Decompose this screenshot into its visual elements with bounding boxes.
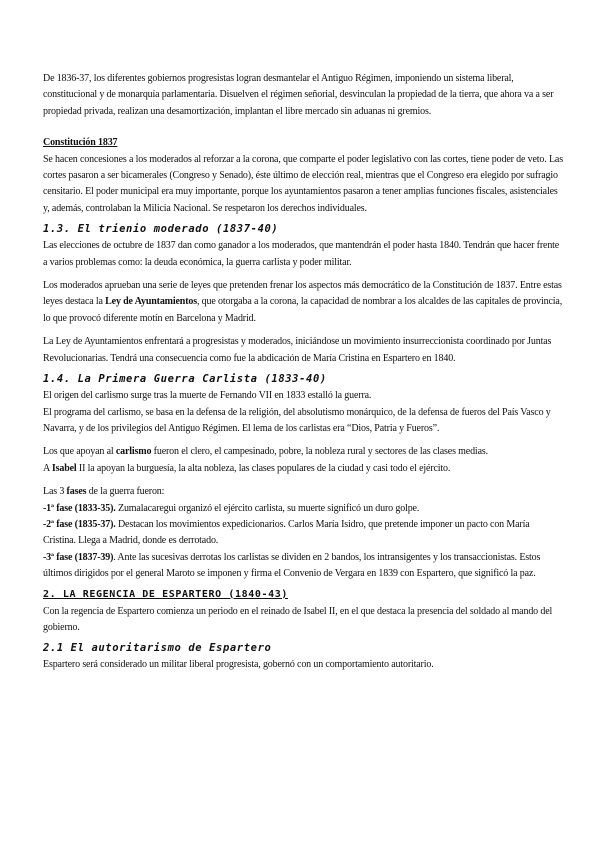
fases-bold: fases bbox=[66, 486, 87, 498]
constitucion-heading: Constitución 1837 bbox=[43, 137, 118, 149]
isabel-bold: Isabel bbox=[51, 462, 77, 474]
trienio-paragraph-3: La Ley de Ayuntamientos enfrentará a progresistas y moderados, iniciándose un movimiento insurreccionista coordinado por Juntas Revolucionarias. Tendrá una consecuencia como fue la abdicación de María Cristina en Espartero en 1840. bbox=[43, 336, 552, 364]
constitucion-paragraph: Se hacen concesiones a los moderados al reforzar a la corona, que comparte el poder legislativo con las cortes, tiene poder de veto. Las cortes pasaron a ser bicamerales (Congreso y Senado), éste último de elección real, mientras que el Congreso era elegido por sufragio censitario. El poder municipal era muy importante, porque los ayuntamientos pasaron a tener amplias funciones fiscales, asistenciales y, además, controlaban la Milicia Nacional. Se respetaron los derechos individuales. bbox=[43, 153, 563, 214]
intro-paragraph: De 1836-37, los diferentes gobiernos progresistas logran desmantelar el Antiguo Régimen, imponiendo un sistema liberal, constitucional y de monarquía parlamentaria. Disuelven el régimen señorial, desvinculan la propiedad de la tierra, que ahora va a ser propiedad privada, realizan una desamortización, implantan el libre mercado sin aduanas ni gremios. bbox=[43, 73, 554, 117]
trienio-paragraph-2: Los moderados aprueban una serie de leyes que pretenden frenar los aspectos más democrático de la Constitución de 1837. Entre estas leyes destaca la Ley de Ayuntamientos, que otorgaba a la corona, la capacidad de nombrar a los alcaldes de las capitales de provincia, lo que provocó diferente motín en Barcelona y Madrid. bbox=[43, 280, 563, 324]
section-heading-autoritarismo: 2.1 El autoritarismo de Espartero bbox=[43, 642, 272, 655]
autoritarismo-paragraph: Espartero será considerado un militar liberal progresista, gobernó con un comportamiento autoritario. bbox=[43, 659, 434, 671]
regencia-paragraph: Con la regencia de Espartero comienza un periodo en el reinado de Isabel II, en el que destaca la presencia del soldado al mando del gobierno. bbox=[43, 605, 553, 633]
section-heading-carlista: 1.4. La Primera Guerra Carlista (1833-40) bbox=[43, 373, 327, 386]
section-heading-trienio: 1.3. El trienio moderado (1837-40) bbox=[43, 223, 279, 236]
carlista-paragraph-2: El programa del carlismo, se basa en la defensa de la religión, del absolutismo monárquico, de la defensa de fueros del País Vasco y Navarra, y de los privilegios del Antiguo Régimen. El lema de los carlistas era “Dios, Patria y Fueros”. bbox=[43, 406, 551, 434]
fases-intro: Las 3 fases de la guerra fueron: bbox=[43, 486, 165, 498]
carlista-paragraph-4: A Isabel II la apoyan la burguesía, la alta nobleza, las clases populares de la ciudad y casi todo el ejército. bbox=[43, 462, 451, 474]
document-content bbox=[43, 71, 563, 674]
section-heading-regencia: 2. LA REGENCIA DE ESPARTERO (1840-43) bbox=[43, 588, 288, 600]
carlismo-bold: carlismo bbox=[115, 446, 152, 458]
fase-1: -1ª fase (1833-35). Zumalacaregui organizó el ejército carlista, su muerte significó un duro golpe. bbox=[43, 502, 420, 514]
carlista-paragraph-3: Los que apoyan al carlismo fueron el clero, el campesinado, pobre, la nobleza rural y sectores de las clases medias. bbox=[43, 446, 488, 458]
trienio-paragraph-1: Las elecciones de octubre de 1837 dan como ganador a los moderados, que mantendrán el poder hasta 1840. Tendrán que hacer frente a varios problemas como: la deuda económica, la guerra carlista y poder militar. bbox=[43, 240, 560, 268]
fase-3: -3ª fase (1837-39). Ante las sucesivas derrotas los carlistas se dividen en 2 bandos, los intransigentes y los transaccionistas. Estos últimos dirigidos por el general Maroto se imponen y firma el Convenio de Vergara en 1839 con Espartero, que significó la paz. bbox=[43, 551, 541, 580]
ley-ayuntamientos-bold: Ley de Ayuntamientos bbox=[105, 296, 197, 308]
carlista-paragraph-1: El origen del carlismo surge tras la muerte de Fernando VII en 1833 estalló la guerra. bbox=[43, 390, 372, 402]
fase-2: -2ª fase (1835-37). Destacan los movimientos expedicionarios. Carlos María Isidro, que pretende imponer un pacto con María Cristina. Llega a Madrid, donde es derrotado. bbox=[43, 518, 530, 547]
